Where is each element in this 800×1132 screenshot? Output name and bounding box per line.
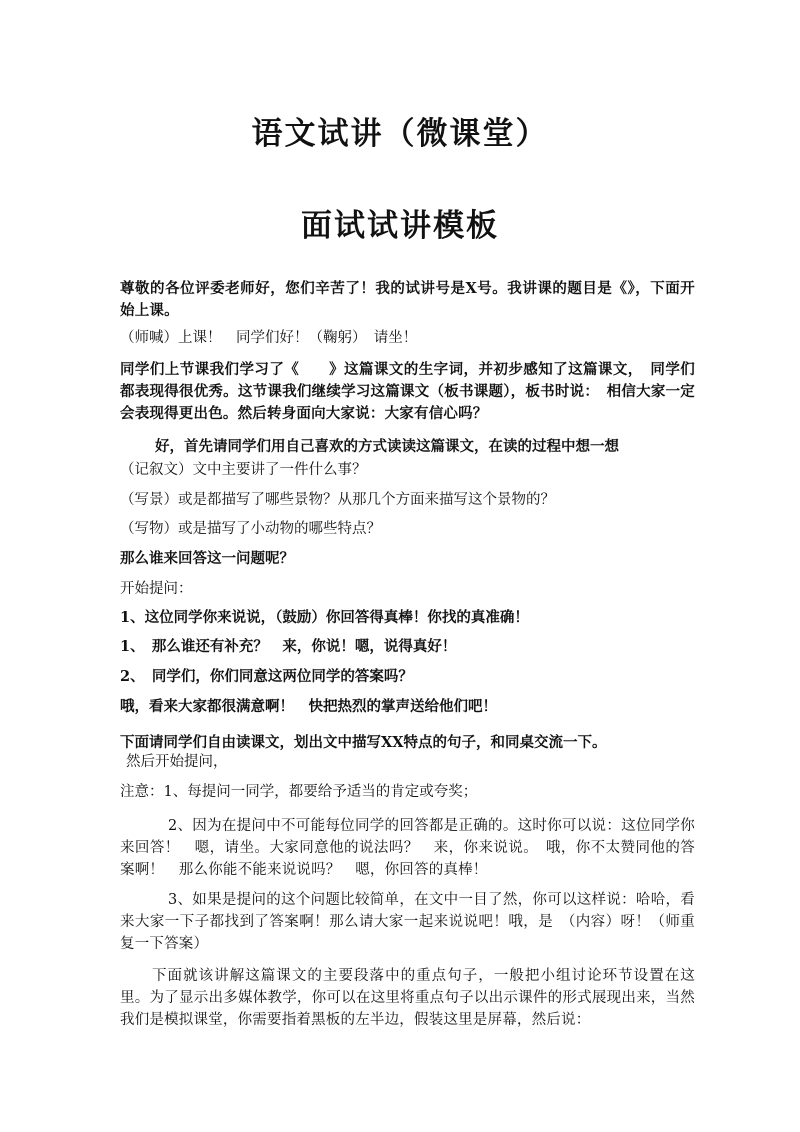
review-paragraph: 同学们上节课我们学习了《 》这篇课文的生字词，并初步感知了这篇课文， 同学们都表现得很优秀。这节课我们继续学习这篇课文（板书课题），板书时说： 相信大家一定会表现得更出色。然后转身面向大家说：大家有信心吗？ [120,361,695,422]
animal-question: （写物）或是描写了小动物的哪些特点？ [120,521,381,537]
applause-line: 哦，看来大家都很满意啊！ 快把热烈的掌声送给他们吧！ [120,698,497,715]
question-1b-line: 1、 那么谁还有补充？ 来，你说！嗯，说得真好！ [120,638,457,655]
who-answers-line: 那么谁来回答这一问题呢？ [120,550,294,567]
note-1-line: 注意：1、每提问一同学，都要给予适当的肯定或夸奖； [120,784,478,800]
note-2-paragraph: 2、因为在提问中不可能每位同学的回答都是正确的。这时你可以说：这位同学你来回答！ 嗯，请坐。大家同意他的说法吗？ 来，你来说说。 哦，你不太赞同他的答案啊！ 那么你能不能来说说吗？ 嗯，你回答的真棒！ [120,818,695,878]
free-reading-line: 下面请同学们自由读课文，划出文中描写XX特点的句子，和同桌交流一下。 [120,734,607,751]
narrative-question: （记叙文）文中主要讲了一件什么事？ [120,462,367,478]
start-questioning-line: 开始提问： [120,581,193,597]
question-2-line: 2、 同学们，你们同意这两位同学的答案吗？ [120,668,413,685]
class-start-line: （师喊）上课！ 同学们好！（鞠躬） 请坐！ [120,330,418,346]
document-title: 语文试讲（微课堂） [251,116,549,152]
then-question-line: 然后开始提问， [126,754,228,770]
explanation-paragraph: 下面就该讲解这篇课文的主要段落中的重点句子，一般把小组讨论环节设置在这里。为了显示出多媒体教学，你可以在这里将重点句子以出示课件的形式展现出来，当然我们是模拟课堂，你需要指着黑板的左半边，假装这里是屏幕，然后说： [120,968,695,1028]
reading-instruction: 好，首先请同学们用自己喜欢的方式读读这篇课文，在读的过程中想一想 [155,438,619,455]
scenery-question: （写景）或是都描写了哪些景物？从那几个方面来描写这个景物的？ [120,492,555,508]
question-1-line: 1、这位同学你来说说，（鼓励）你回答得真棒！你找的真准确！ [120,609,529,626]
note-3-paragraph: 3、如果是提问的这个问题比较简单，在文中一目了然，你可以这样说：哈哈，看来大家一下子都找到了答案啊！那么请大家一起来说说吧！哦，是 （内容）呀！（师重复一下答案） [120,892,695,952]
greeting-paragraph: 尊敬的各位评委老师好，您们辛苦了！我的试讲号是X号。我讲课的题目是《》，下面开始上课。 [120,280,695,319]
document-subtitle: 面试试讲模板 [301,208,499,244]
